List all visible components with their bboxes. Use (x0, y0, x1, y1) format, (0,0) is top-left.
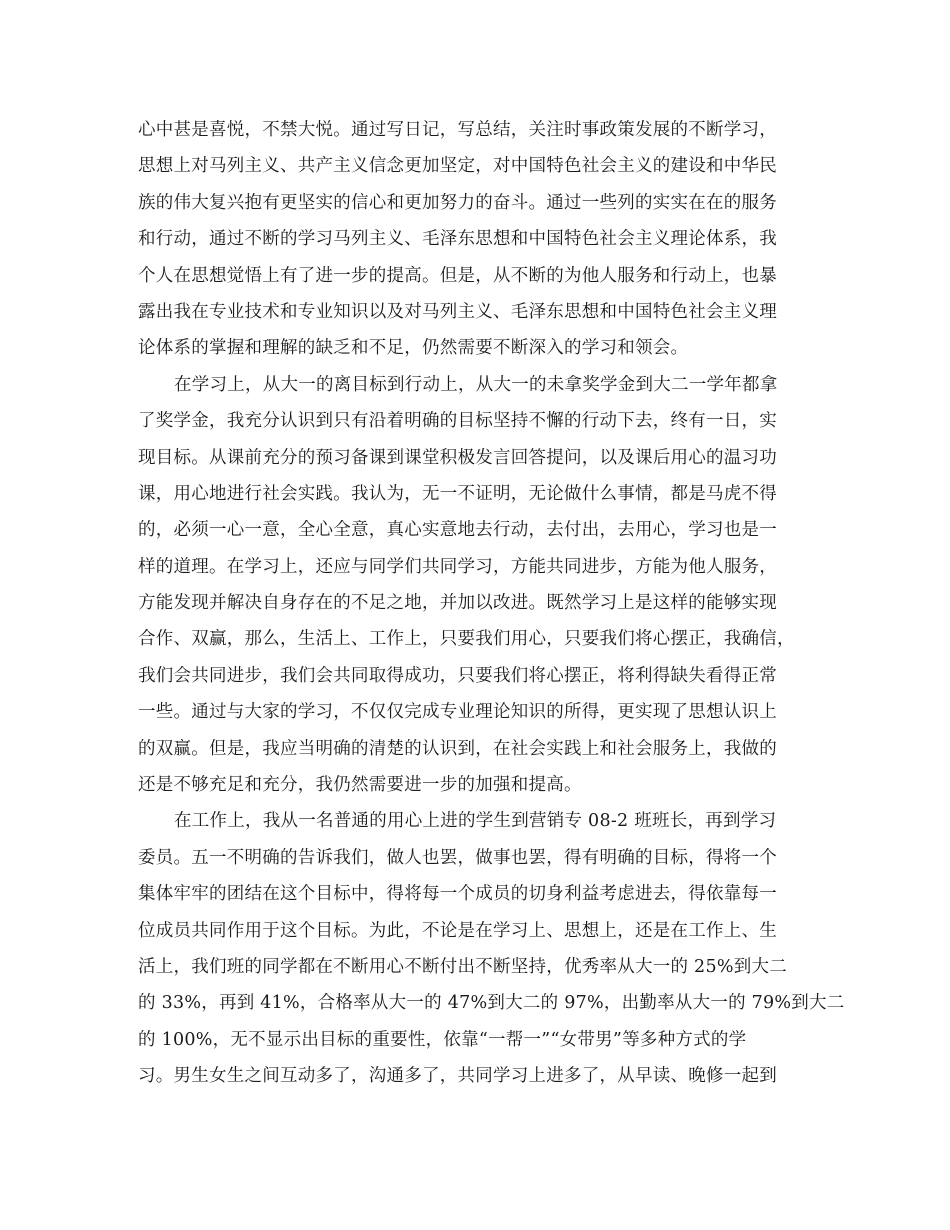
text-line: 族的伟大复兴抱有更坚实的信心和更加努力的奋斗。通过一些列的实实在在的服务 (138, 192, 777, 213)
paragraph-2 (138, 367, 818, 804)
text-line: 现目标。从课前充分的预习备课到课堂积极发言回答提问，以及课后用心的温习功 (138, 447, 777, 468)
text-line: 位成员共同作用于这个目标。为此，不论是在学习上、思想上，还是在工作上、生 (138, 920, 777, 941)
text-line: 和行动，通过不断的学习马列主义、毛泽东思想和中国特色社会主义理论体系，我 (138, 229, 777, 250)
text-line: 课，用心地进行社会实践。我认为，无一不证明，无论做什么事情，都是马虎不得 (138, 483, 777, 504)
text-line: 委员。五一不明确的告诉我们，做人也罢，做事也罢，得有明确的目标，得将一个 (138, 847, 777, 868)
text-line: 思想上对马列主义、共产主义信念更加坚定，对中国特色社会主义的建设和中华民 (138, 156, 777, 177)
text-line: 的，必须一心一意，全心全意，真心实意地去行动，去付出，去用心，学习也是一 (138, 520, 777, 541)
text-line: 合作、双赢，那么，生活上、工作上，只要我们用心，只要我们将心摆正，我确信， (138, 629, 795, 650)
text-line: 在工作上，我从一名普通的用心上进的学生到营销专 08-2 班班长，再到学习 (174, 811, 777, 832)
text-line: 心中甚是喜悦，不禁大悦。通过写日记，写总结，关注时事政策发展的不断学习， (138, 120, 777, 140)
text-line: 的 33%，再到 41%，合格率从大一的 47%到大二的 97%，出勤率从大一的 79%到大二 (138, 993, 845, 1014)
text-line: 活上，我们班的同学都在不断用心不断付出不断坚持，优秀率从大一的 25%到大二 (138, 956, 787, 977)
text-line: 一些。通过与大家的学习，不仅仅完成专业理论知识的所得，更实现了思想认识上 (138, 702, 777, 723)
text-line: 的双赢。但是，我应当明确的清楚的认识到，在社会实践上和社会服务上，我做的 (138, 738, 777, 759)
text-line: 方能发现并解决自身存在的不足之地，并加以改进。既然学习上是这样的能够实现 (138, 593, 777, 614)
text-line: 个人在思想觉悟上有了进一步的提高。但是，从不断的为他人服务和行动上，也暴 (138, 265, 777, 286)
text-line: 还是不够充足和充分，我仍然需要进一步的加强和提高。 (138, 775, 582, 796)
text-line: 我们会共同进步，我们会共同取得成功，只要我们将心摆正，将利得缺失看得正常 (138, 665, 777, 686)
text-line: 习。男生女生之间互动多了，沟通多了，共同学习上进多了，从早读、晚修一起到 (138, 1066, 777, 1087)
text-line: 在学习上，从大一的离目标到行动上，从大一的未拿奖学金到大二一学年都拿 (174, 374, 778, 395)
text-line: 了奖学金，我充分认识到只有沿着明确的目标坚持不懈的行动下去，终有一日，实 (138, 411, 777, 432)
paragraph-1 (138, 112, 818, 367)
text-line: 论体系的掌握和理解的缺乏和不足，仍然需要不断深入的学习和领会。 (138, 338, 689, 359)
text-line: 的 100%，无不显示出目标的重要性，依靠“一帮一”“女带男”等多种方式的学 (138, 1029, 747, 1050)
text-line: 集体牢牢的团结在这个目标中，得将每一个成员的切身利益考虑进去，得依靠每一 (138, 884, 777, 905)
text-line: 露出我在专业技术和专业知识以及对马列主义、毛泽东思想和中国特色社会主义理 (138, 301, 777, 322)
paragraph-3 (138, 803, 845, 1094)
document-body (138, 112, 845, 1095)
text-line: 样的道理。在学习上，还应与同学们共同学习，方能共同进步，方能为他人服务， (138, 556, 777, 577)
